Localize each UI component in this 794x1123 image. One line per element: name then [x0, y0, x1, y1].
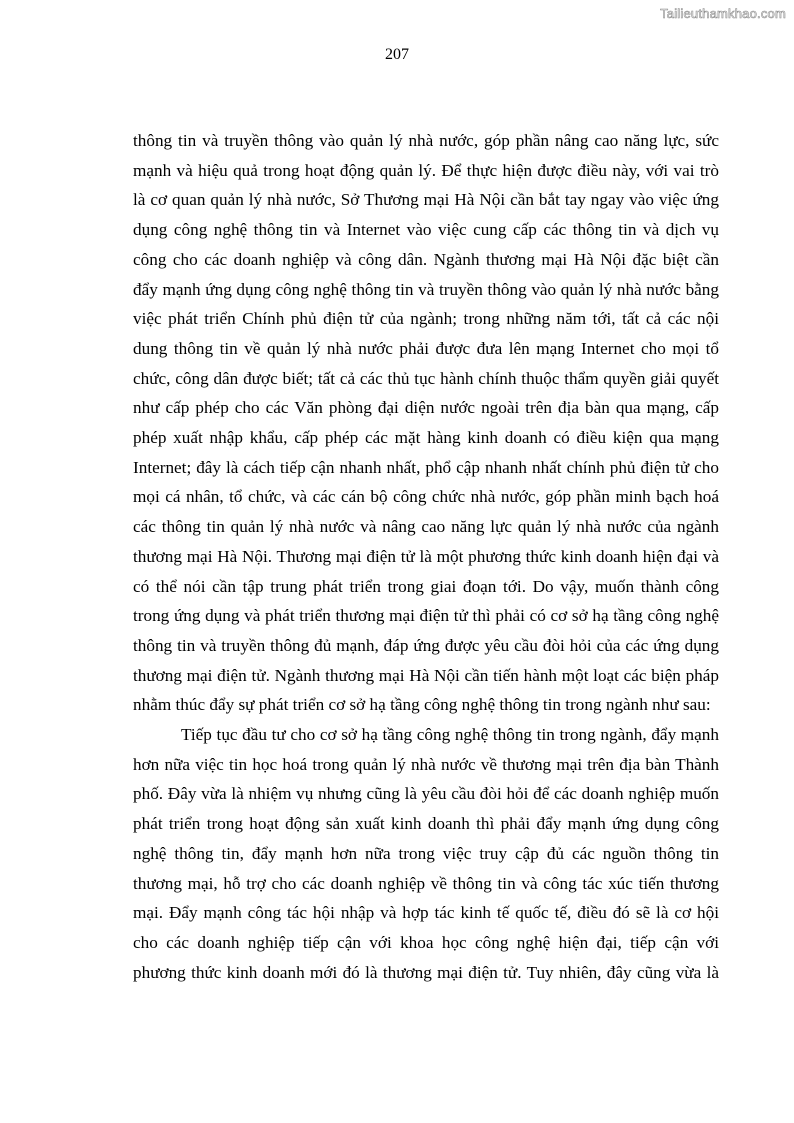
text-line: thông tin và truyền thông vào quản lý nhà nước, góp phần nâng cao năng lực, sức — [133, 131, 719, 150]
text-line: mọi cá nhân, tổ chức, và các cán bộ công chức nhà nước, góp phần minh bạch hoá — [133, 487, 719, 507]
text-line: dung thông tin về quản lý nhà nước phải được đưa lên mạng Internet cho mọi tổ — [133, 338, 719, 358]
text-line: hơn nữa việc tin học hoá trong quản lý nhà nước về thương mại trên địa bàn Thành — [133, 754, 719, 774]
text-line: có thể nói cần tập trung phát triển trong giai đoạn tới. Do vậy, muốn thành công — [133, 576, 719, 596]
text-line: việc phát triển Chính phủ điện tử của ngành; trong những năm tới, tất cả các nội — [133, 309, 719, 329]
paragraph-1 — [133, 126, 719, 720]
text-line: đẩy mạnh ứng dụng công nghệ thông tin và truyền thông vào quản lý nhà nước bằng — [133, 279, 719, 299]
text-line: như cấp phép cho các Văn phòng đại diện nước ngoài trên địa bàn qua mạng, cấp — [133, 398, 719, 418]
text-line: thông tin và truyền thông đủ mạnh, đáp ứng được yêu cầu đòi hỏi của các ứng dụng — [133, 635, 719, 655]
text-line: thương mại điện tử. Ngành thương mại Hà Nội cần tiến hành một loạt các biện pháp — [133, 665, 719, 685]
text-line: phố. Đây vừa là nhiệm vụ nhưng cũng là yêu cầu đòi hỏi để các doanh nghiệp muốn — [133, 784, 719, 804]
text-line: các thông tin quản lý nhà nước và nâng cao năng lực quản lý nhà nước của ngành — [133, 517, 719, 537]
text-line: phép xuất nhập khẩu, cấp phép các mặt hàng kinh doanh có điều kiện qua mạng — [133, 428, 719, 448]
page-number: 207 — [385, 46, 409, 63]
text-line: phương thức kinh doanh mới đó là thương mại điện tử. Tuy nhiên, đây cũng vừa là — [133, 962, 719, 982]
text-line: thương mại Hà Nội. Thương mại điện tử là một phương thức kinh doanh hiện đại và — [133, 546, 719, 566]
text-line: nhằm thúc đẩy sự phát triển cơ sở hạ tầng công nghệ thông tin trong ngành như sau: — [133, 695, 711, 715]
text-line: trong ứng dụng và phát triển thương mại điện tử thì phải có cơ sở hạ tầng công nghệ — [133, 606, 719, 626]
text-line: Tiếp tục đầu tư cho cơ sở hạ tầng công nghệ thông tin trong ngành, đẩy mạnh — [181, 725, 719, 745]
text-line: dụng công nghệ thông tin và Internet vào việc cung cấp các thông tin và dịch vụ — [133, 220, 719, 240]
text-line: mạnh và hiệu quả trong hoạt động quản lý. Để thực hiện được điều này, với vai trò — [133, 160, 719, 180]
text-line: thương mại, hỗ trợ cho các doanh nghiệp về thông tin và công tác xúc tiến thương — [133, 873, 719, 893]
text-line: nghệ thông tin, đẩy mạnh hơn nữa trong việc truy cập đủ các nguồn thông tin — [133, 843, 719, 863]
document-body — [133, 126, 719, 987]
text-line: mại. Đẩy mạnh công tác hội nhập và hợp tác kinh tế quốc tế, điều đó sẽ là cơ hội — [133, 903, 719, 923]
text-line: phát triển trong hoạt động sản xuất kinh doanh thì phải đẩy mạnh ứng dụng công — [133, 814, 719, 834]
text-line: là cơ quan quản lý nhà nước, Sở Thương mại Hà Nội cần bắt tay ngay vào việc ứng — [133, 190, 719, 210]
text-line: Internet; đây là cách tiếp cận nhanh nhất, phổ cập nhanh nhất chính phủ điện tử cho — [133, 457, 719, 477]
text-line: chức, công dân được biết; tất cả các thủ tục hành chính thuộc thẩm quyền giải quyết — [133, 368, 719, 388]
text-line: công cho các doanh nghiệp và công dân. Ngành thương mại Hà Nội đặc biệt cần — [133, 249, 719, 269]
watermark: Tailieuthamkhao.com — [660, 6, 786, 21]
text-line: cho các doanh nghiệp tiếp cận với khoa học công nghệ hiện đại, tiếp cận với — [133, 932, 719, 952]
paragraph-2 — [133, 720, 719, 987]
